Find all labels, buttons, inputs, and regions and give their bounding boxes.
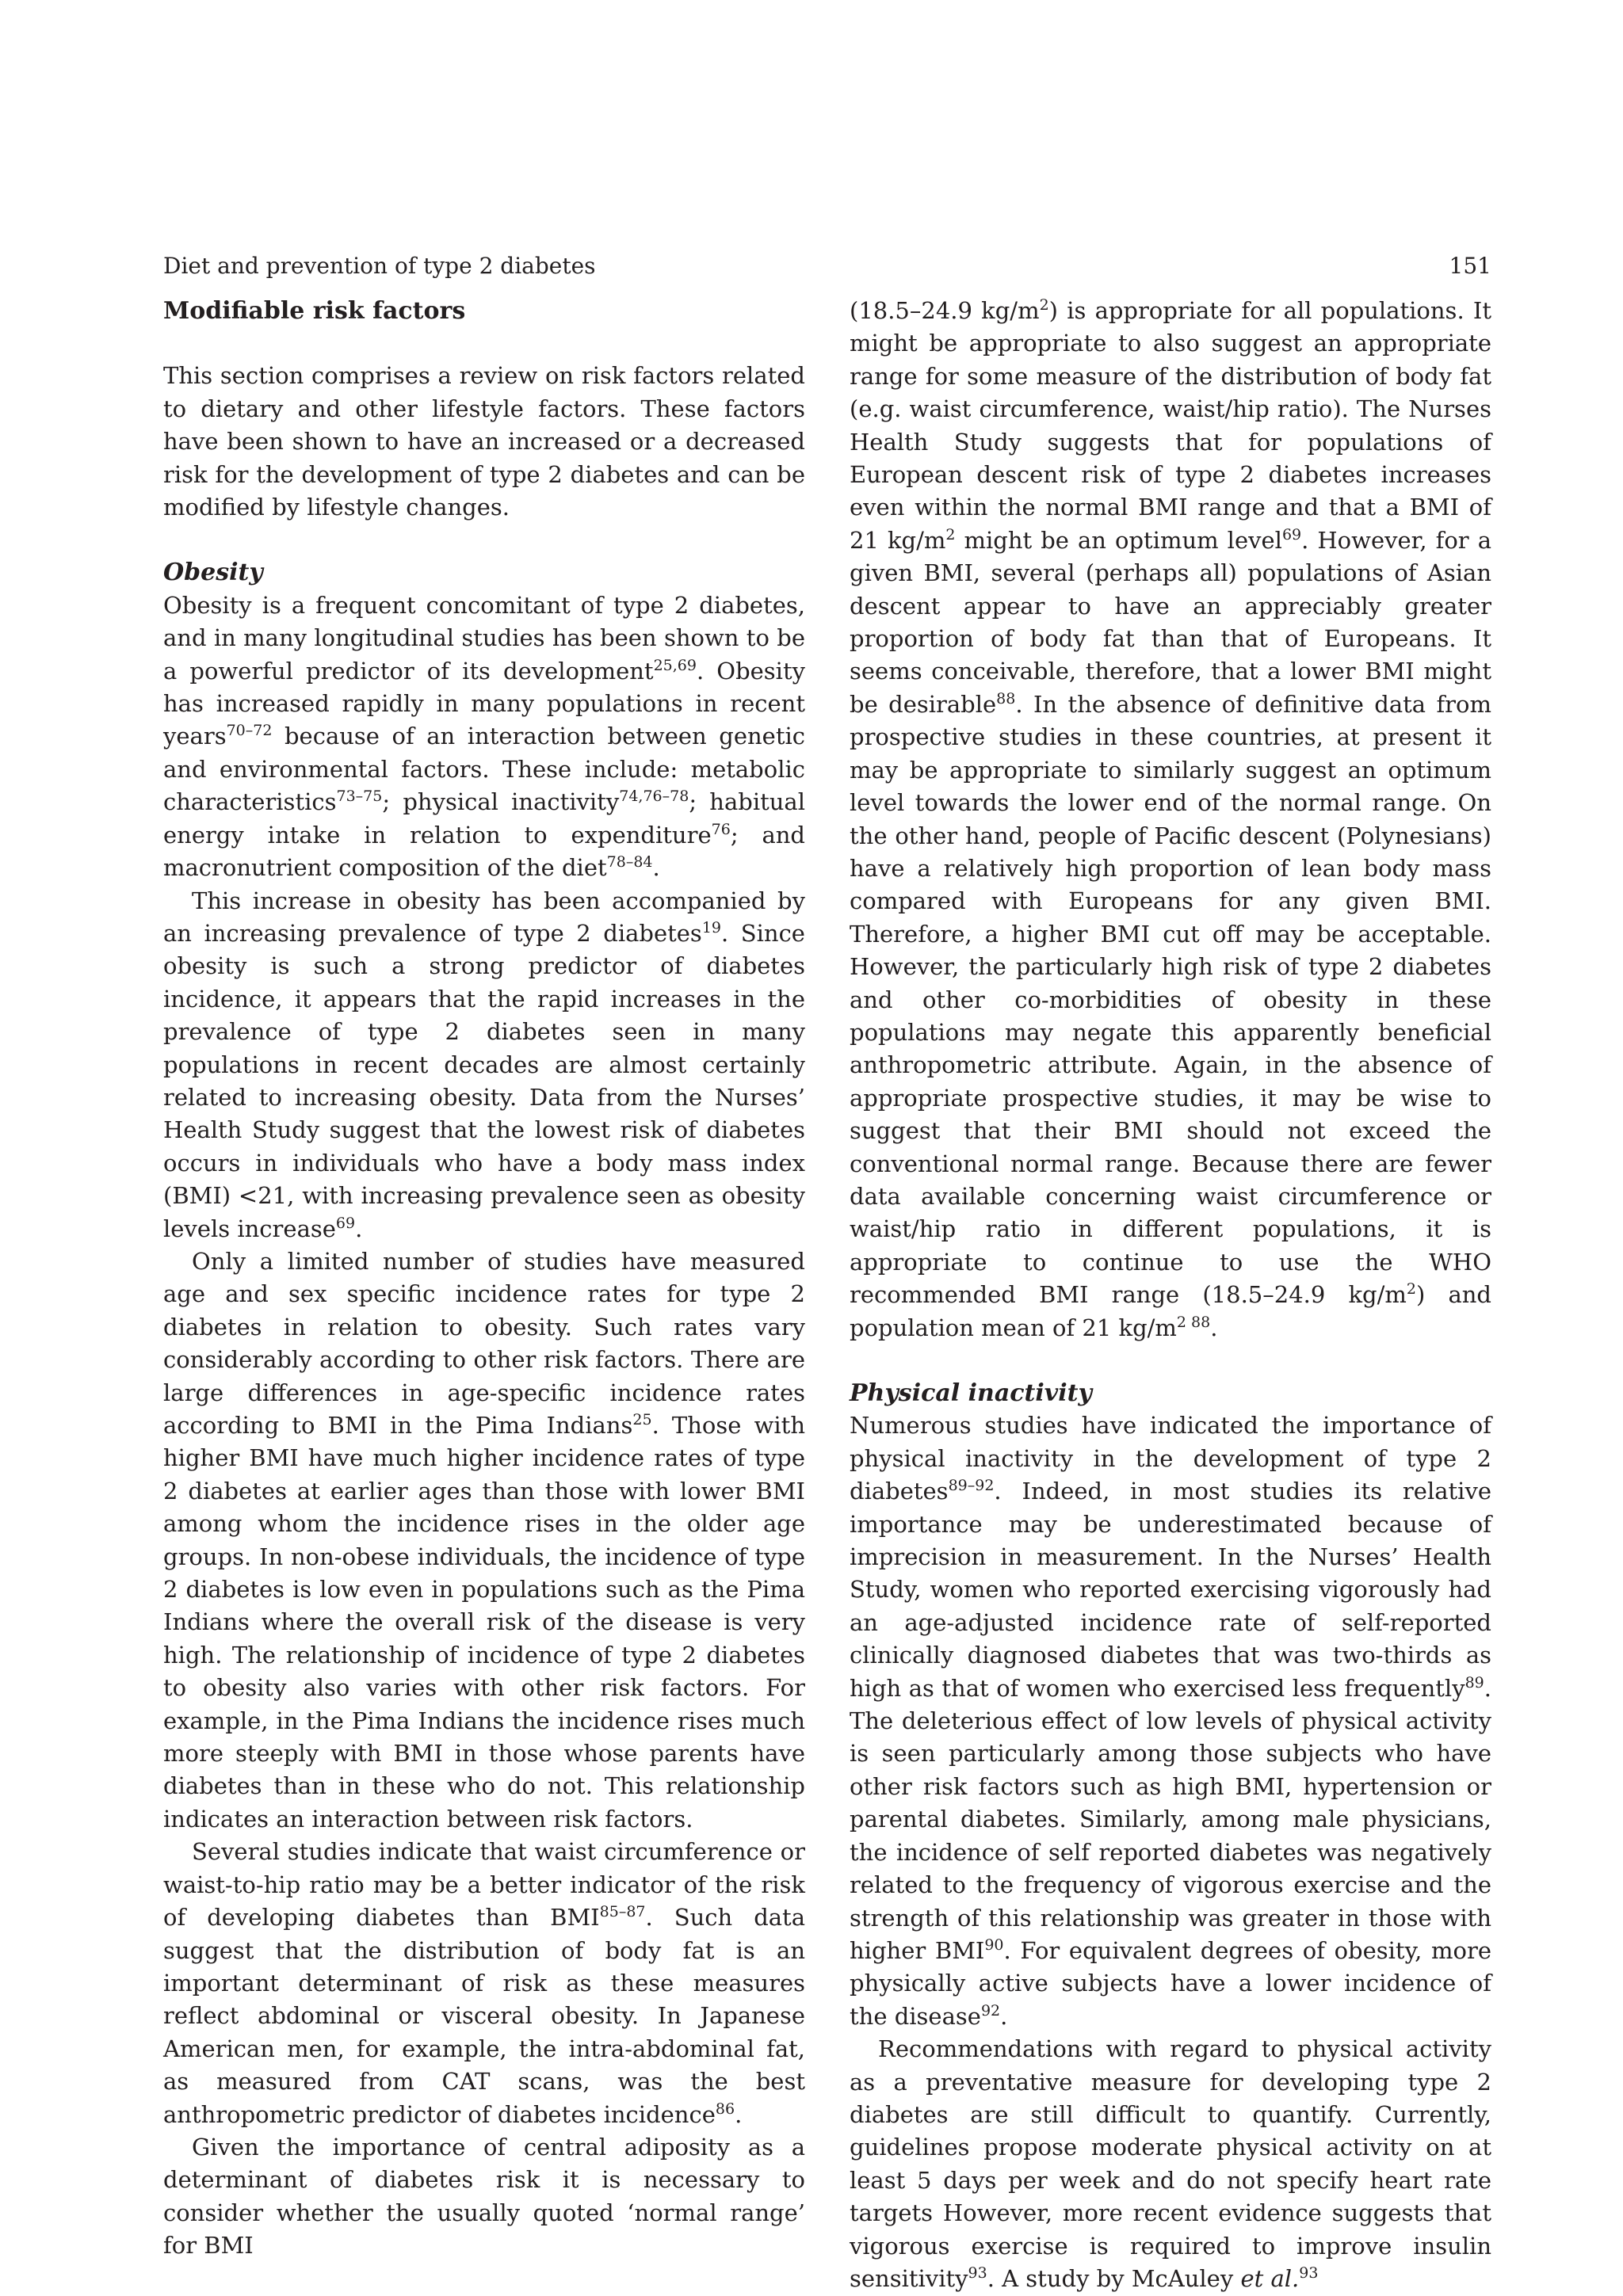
bmi-paragraph: (18.5–24.9 $kg/m^2$) is appropriate for all populations. It might be appropriate to also suggest an appropriate range for some measure of the distribution of body fat (e.g. waist circumference, waist/hip ratio). The Nurses Health Study suggests that for populations of European descent risk of type 2 diabetes increases even within the normal BMI range and that a BMI of 21 $kg/m^2$ might be an optimum level$^{69}$. However, for a given BMI, several (perhaps all) populations of Asian descent appear to have an appreciably greater proportion of body fat than that of Europeans. It seems conceivable, therefore, that a lower BMI might be desirable$^{88}$. In the absence of definitive data from prospective studies in these countries, at present it may be appropriate to similarly suggest an optimum level towards the lower end of the normal range. On the other hand, people of Pacific descent (Polynesians) have a relatively high proportion of lean body mass compared with Europeans for any given BMI. Therefore, a higher BMI cut off may be acceptable. However, the particularly high risk of type 2 diabetes and other co-morbidities of obesity in these populations may negate this apparently beneficial anthropometric attribute. Again, in the absence of appropriate prospective studies, it may be wise to suggest that their BMI should not exceed the conventional normal range. Because there are fewer data available concerning waist circumference or waist/hip ratio in different populations, it is appropriate to continue to use the WHO recommended BMI range (18.5–24.9 $kg/m^2$) and population mean of 21 $kg/m^{2 88}$.: [850, 296, 1492, 1341]
physical-inactivity-heading: Physical inactivity: [850, 1379, 1092, 1407]
right-column: [850, 295, 1491, 2295]
obesity-paragraph-5: Given the importance of central adiposity as a determinant of diabetes risk it is necessary to consider whether the usually quoted ‘normal range’ for BMI: [163, 2133, 805, 2260]
page-number: 151: [1449, 253, 1491, 279]
obesity-heading: Obesity: [163, 559, 263, 587]
left-column: [163, 295, 805, 2263]
obesity-paragraph-2: This increase in obesity has been accompanied by an increasing prevalence of type 2 diabetes$^{19}$. Since obesity is such a strong predictor of diabetes incidence, it appears that the rapid increases in the prevalence of type 2 diabetes seen in many populations in recent decades are almost certainly related to increasing obesity. Data from the Nurses’ Health Study suggest that the lowest risk of diabetes occurs in individuals who have a body mass index (BMI) <21, with increasing prevalence seen as obesity levels increase$^{69}$.: [163, 887, 805, 1242]
physical-paragraph-1: Numerous studies have indicated the importance of physical inactivity in the development of type 2 diabetes$^{89-92}$. Indeed, in most studies its relative importance may be underestimated because of imprecision in measurement. In the Nurses’ Health Study, women who reported exercising vigorously had an age-adjusted incidence rate of self-reported clinically diagnosed diabetes that was two-thirds as high as that of women who exercised less frequently$^{89}$. The deleterious effect of low levels of physical activity is seen particularly among those subjects who have other risk factors such as high BMI, hypertension or parental diabetes. Similarly, among male physicians, the incidence of self reported diabetes was negatively related to the frequency of vigorous exercise and the strength of this relationship was greater in those with higher BMI$^{90}$. For equivalent degrees of obesity, more physically active subjects have a lower incidence of the disease$^{92}$.: [850, 1412, 1491, 2030]
section-heading: Modifiable risk factors: [163, 297, 466, 325]
running-title: Diet and prevention of type 2 diabetes: [163, 253, 596, 279]
intro-paragraph: This section comprises a review on risk factors related to dietary and other lifestyle factors. These factors have been shown to have an increased or a decreased risk for the development of type 2 diabetes and can be modified by lifestyle changes.: [163, 362, 805, 521]
obesity-paragraph-3: Only a limited number of studies have measured age and sex specific incidence rates for type 2 diabetes in relation to obesity. Such rates vary considerably according to other risk factors. There are large differences in age-specific incidence rates according to BMI in the Pima Indians$^{25}$. Those with higher BMI have much higher incidence rates of type 2 diabetes at earlier ages than those with lower BMI among whom the incidence rises in the older age groups. In non-obese individuals, the incidence of type 2 diabetes is low even in populations such as the Pima Indians where the overall risk of the disease is very high. The relationship of incidence of type 2 diabetes to obesity also varies with other risk factors. For example, in the Pima Indians the incidence rises much more steeply with BMI in those whose parents have diabetes than in these who do not. This relationship indicates an interaction between risk factors.: [163, 1247, 805, 1833]
obesity-paragraph-1: Obesity is a frequent concomitant of type 2 diabetes, and in many longitudinal studies has been shown to be a powerful predictor of its development$^{25,69}$. Obesity has increased rapidly in many populations in recent years$^{70-72}$ because of an interaction between genetic and environmental factors. These include: metabolic characteristics$^{73-75}$; physical inactivity$^{74,76-78}$; habitual energy intake in relation to expenditure$^{76}$; and macronutrient composition of the diet$^{78-84}$.: [163, 591, 805, 882]
physical-paragraph-2: Recommendations with regard to physical activity as a preventative measure for developing type 2 diabetes are still difficult to quantify. Currently, guidelines propose moderate physical activity on at least 5 days per week and do not specify heart rate targets However, more recent evidence suggests that vigorous exercise is required to improve insulin sensitivity$^{93}$. A study by McAuley et al.$^{93}$: [850, 2035, 1491, 2292]
obesity-paragraph-4: Several studies indicate that waist circumference or waist-to-hip ratio may be a better indicator of the risk of developing diabetes than BMI$^{85-87}$. Such data suggest that the distribution of body fat is an important determinant of risk as these measures reflect abdominal or visceral obesity. In Japanese American men, for example, the intra-abdominal fat, as measured from CAT scans, was the best anthropometric predictor of diabetes incidence$^{86}$.: [163, 1838, 805, 2128]
